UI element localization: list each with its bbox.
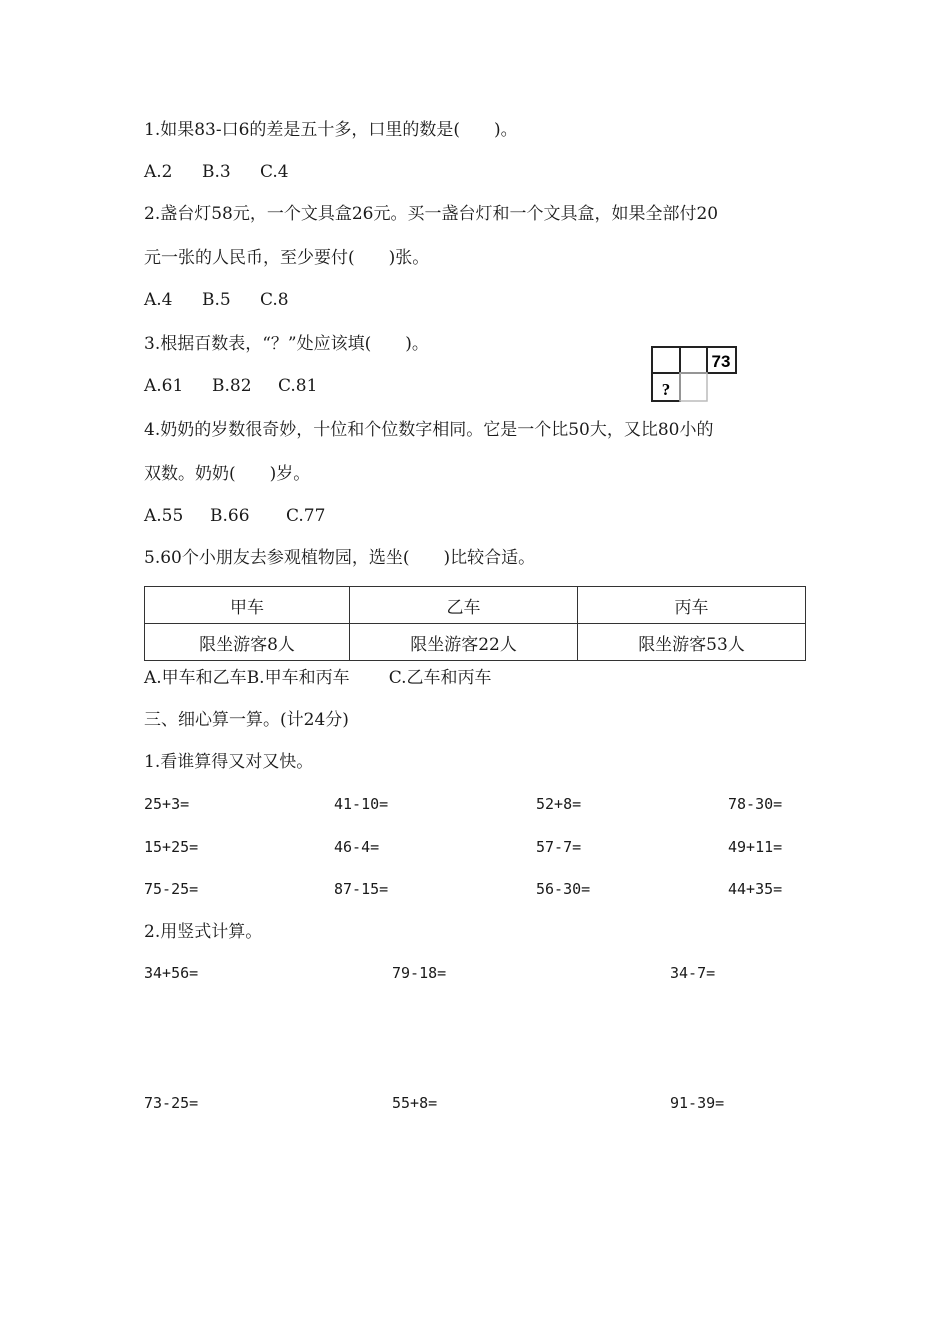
q5-option-a: A.甲车和乙车 — [144, 668, 247, 688]
calc-item: 57-7= — [536, 838, 582, 856]
table-header-cell: 乙车 — [350, 587, 578, 624]
q2-option-a: A.4 — [144, 290, 173, 310]
grid-cell — [652, 347, 680, 373]
q4-option-b: B.66 — [210, 506, 250, 526]
table-header-cell: 甲车 — [145, 587, 350, 624]
table-cell: 限坐游客8人 — [145, 624, 350, 661]
vertical-calc-item: 91-39= — [670, 1094, 725, 1112]
q1-option-b: B.3 — [202, 162, 231, 182]
calc-item: 15+25= — [144, 838, 199, 856]
calc-item: 41-10= — [334, 795, 389, 813]
calc-item: 25+3= — [144, 795, 190, 813]
q2-option-c: C.8 — [260, 290, 289, 310]
q5-options — [144, 666, 492, 690]
q5-option-c: C.乙车和丙车 — [388, 668, 492, 688]
q3-options — [144, 374, 317, 398]
q1-option-c: C.4 — [260, 162, 289, 182]
calc-item: 78-30= — [728, 795, 783, 813]
grid-cell — [680, 347, 707, 373]
q1-options — [144, 160, 289, 184]
calc-item: 44+35= — [728, 880, 783, 898]
q4-option-a: A.55 — [144, 506, 184, 526]
section3-part1-title: 1.看谁算得又对又快。 — [144, 752, 314, 772]
unknown-number: ? — [661, 380, 671, 399]
q5-text: 5.60个小朋友去参观植物园，选坐( )比较合适。 — [144, 548, 536, 568]
q4-text-line1: 4.奶奶的岁数很奇妙，十位和个位数字相同。它是一个比50大，又比80小的 — [144, 420, 714, 440]
q4-text-line2: 双数。奶奶( )岁。 — [144, 464, 311, 484]
hundred-chart-figure — [651, 346, 737, 402]
q5-option-b: B.甲车和丙车 — [246, 668, 350, 688]
section3-title: 三、细心算一算。(计24分) — [144, 710, 349, 730]
bus-capacity-table — [144, 586, 806, 661]
calc-item: 75-25= — [144, 880, 199, 898]
calc-item: 52+8= — [536, 795, 582, 813]
table-header-cell: 丙车 — [578, 587, 806, 624]
vertical-calc-item: 73-25= — [144, 1094, 199, 1112]
calc-item: 87-15= — [334, 880, 389, 898]
q3-option-a: A.61 — [144, 376, 184, 396]
vertical-calc-item: 34+56= — [144, 964, 199, 982]
calc-item: 46-4= — [334, 838, 380, 856]
calc-item: 56-30= — [536, 880, 591, 898]
vertical-calc-item: 79-18= — [392, 964, 447, 982]
q3-text: 3.根据百数表，“？”处应该填( )。 — [144, 334, 429, 354]
q2-text-line2: 元一张的人民币，至少要付( )张。 — [144, 248, 430, 268]
vertical-calc-item: 55+8= — [392, 1094, 438, 1112]
table-header-row — [145, 587, 806, 624]
q2-text-line1: 2.盏台灯58元，一个文具盒26元。买一盏台灯和一个文具盒，如果全部付20 — [144, 204, 719, 224]
table-cell: 限坐游客53人 — [578, 624, 806, 661]
q2-option-b: B.5 — [202, 290, 231, 310]
vertical-calc-item: 34-7= — [670, 964, 716, 982]
q4-options — [144, 504, 325, 528]
q3-option-b: B.82 — [212, 376, 252, 396]
q2-options — [144, 288, 289, 312]
calc-item: 49+11= — [728, 838, 783, 856]
known-number: 73 — [711, 352, 731, 371]
table-row — [145, 624, 806, 661]
grid-cell — [680, 373, 707, 401]
section3-part2-title: 2.用竖式计算。 — [144, 922, 263, 942]
table-cell: 限坐游客22人 — [350, 624, 578, 661]
q1-option-a: A.2 — [144, 162, 173, 182]
q1-text: 1.如果83-口6的差是五十多，口里的数是( )。 — [144, 120, 518, 140]
q4-option-c: C.77 — [286, 506, 326, 526]
q3-option-c: C.81 — [278, 376, 318, 396]
